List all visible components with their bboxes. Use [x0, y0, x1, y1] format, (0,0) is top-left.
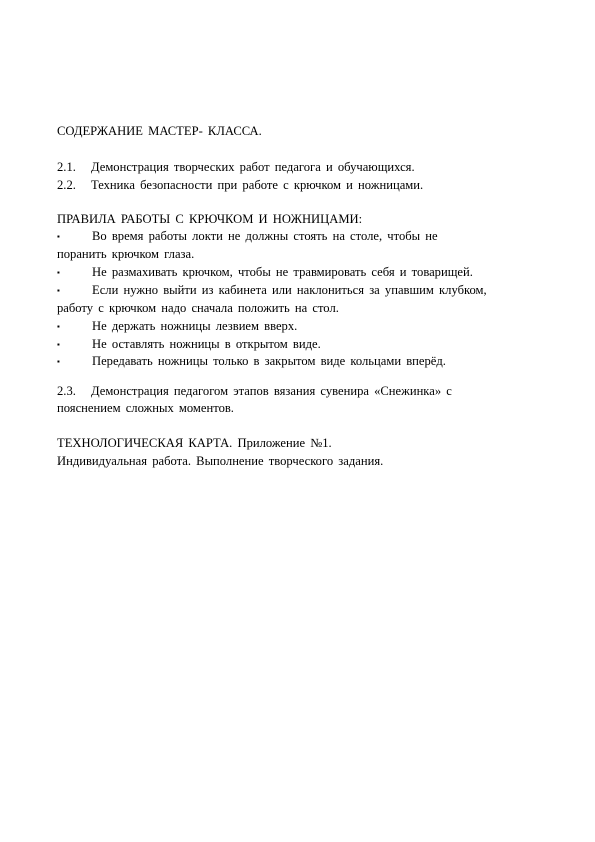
item-text: Демонстрация творческих работ педагога и обучающихся. [91, 160, 415, 174]
item-text: Техника безопасности при работе с крючком и ножницами. [91, 178, 424, 192]
rule-6: Передавать ножницы только в закрытом виде кольцами вперёд. [92, 354, 446, 368]
rule-3-line-2: работу с крючком надо сначала положить на стол. [57, 301, 339, 315]
content-item-2-3-line-2: пояснением сложных моментов. [57, 401, 234, 415]
item-number: 2.3. [57, 384, 76, 398]
rule-5: Не оставлять ножницы в открытом виде. [92, 337, 321, 351]
bullet-icon: ▪ [57, 357, 60, 366]
rules-heading: ПРАВИЛА РАБОТЫ С КРЮЧКОМ И НОЖНИЦАМИ: [57, 212, 363, 226]
bullet-icon: ▪ [57, 232, 60, 241]
item-number: 2.1. [57, 160, 76, 174]
rule-1-line-1: Во время работы локти не должны стоять на столе, чтобы не [92, 229, 438, 243]
bullet-icon: ▪ [57, 322, 60, 331]
rule-1-line-2: поранить крючком глаза. [57, 247, 195, 261]
tech-card-line-1: ТЕХНОЛОГИЧЕСКАЯ КАРТА. Приложение №1. [57, 436, 332, 450]
bullet-icon: ▪ [57, 268, 60, 277]
rule-2: Не размахивать крючком, чтобы не травмировать себя и товарищей. [92, 265, 473, 279]
content-item-2-2 [57, 178, 423, 193]
document-title: СОДЕРЖАНИЕ МАСТЕР- КЛАССА. [57, 124, 262, 138]
bullet-icon: ▪ [57, 340, 60, 349]
item-text: Демонстрация педагогом этапов вязания сувенира «Снежинка» с [91, 384, 452, 398]
rule-4: Не держать ножницы лезвием вверх. [92, 319, 298, 333]
bullet-icon: ▪ [57, 286, 60, 295]
content-item-2-1 [57, 160, 415, 175]
content-item-2-3-line-1 [57, 384, 452, 399]
tech-card-line-2: Индивидуальная работа. Выполнение творческого задания. [57, 454, 384, 468]
rule-3-line-1: Если нужно выйти из кабинета или наклониться за упавшим клубком, [92, 283, 487, 297]
item-number: 2.2. [57, 178, 76, 192]
